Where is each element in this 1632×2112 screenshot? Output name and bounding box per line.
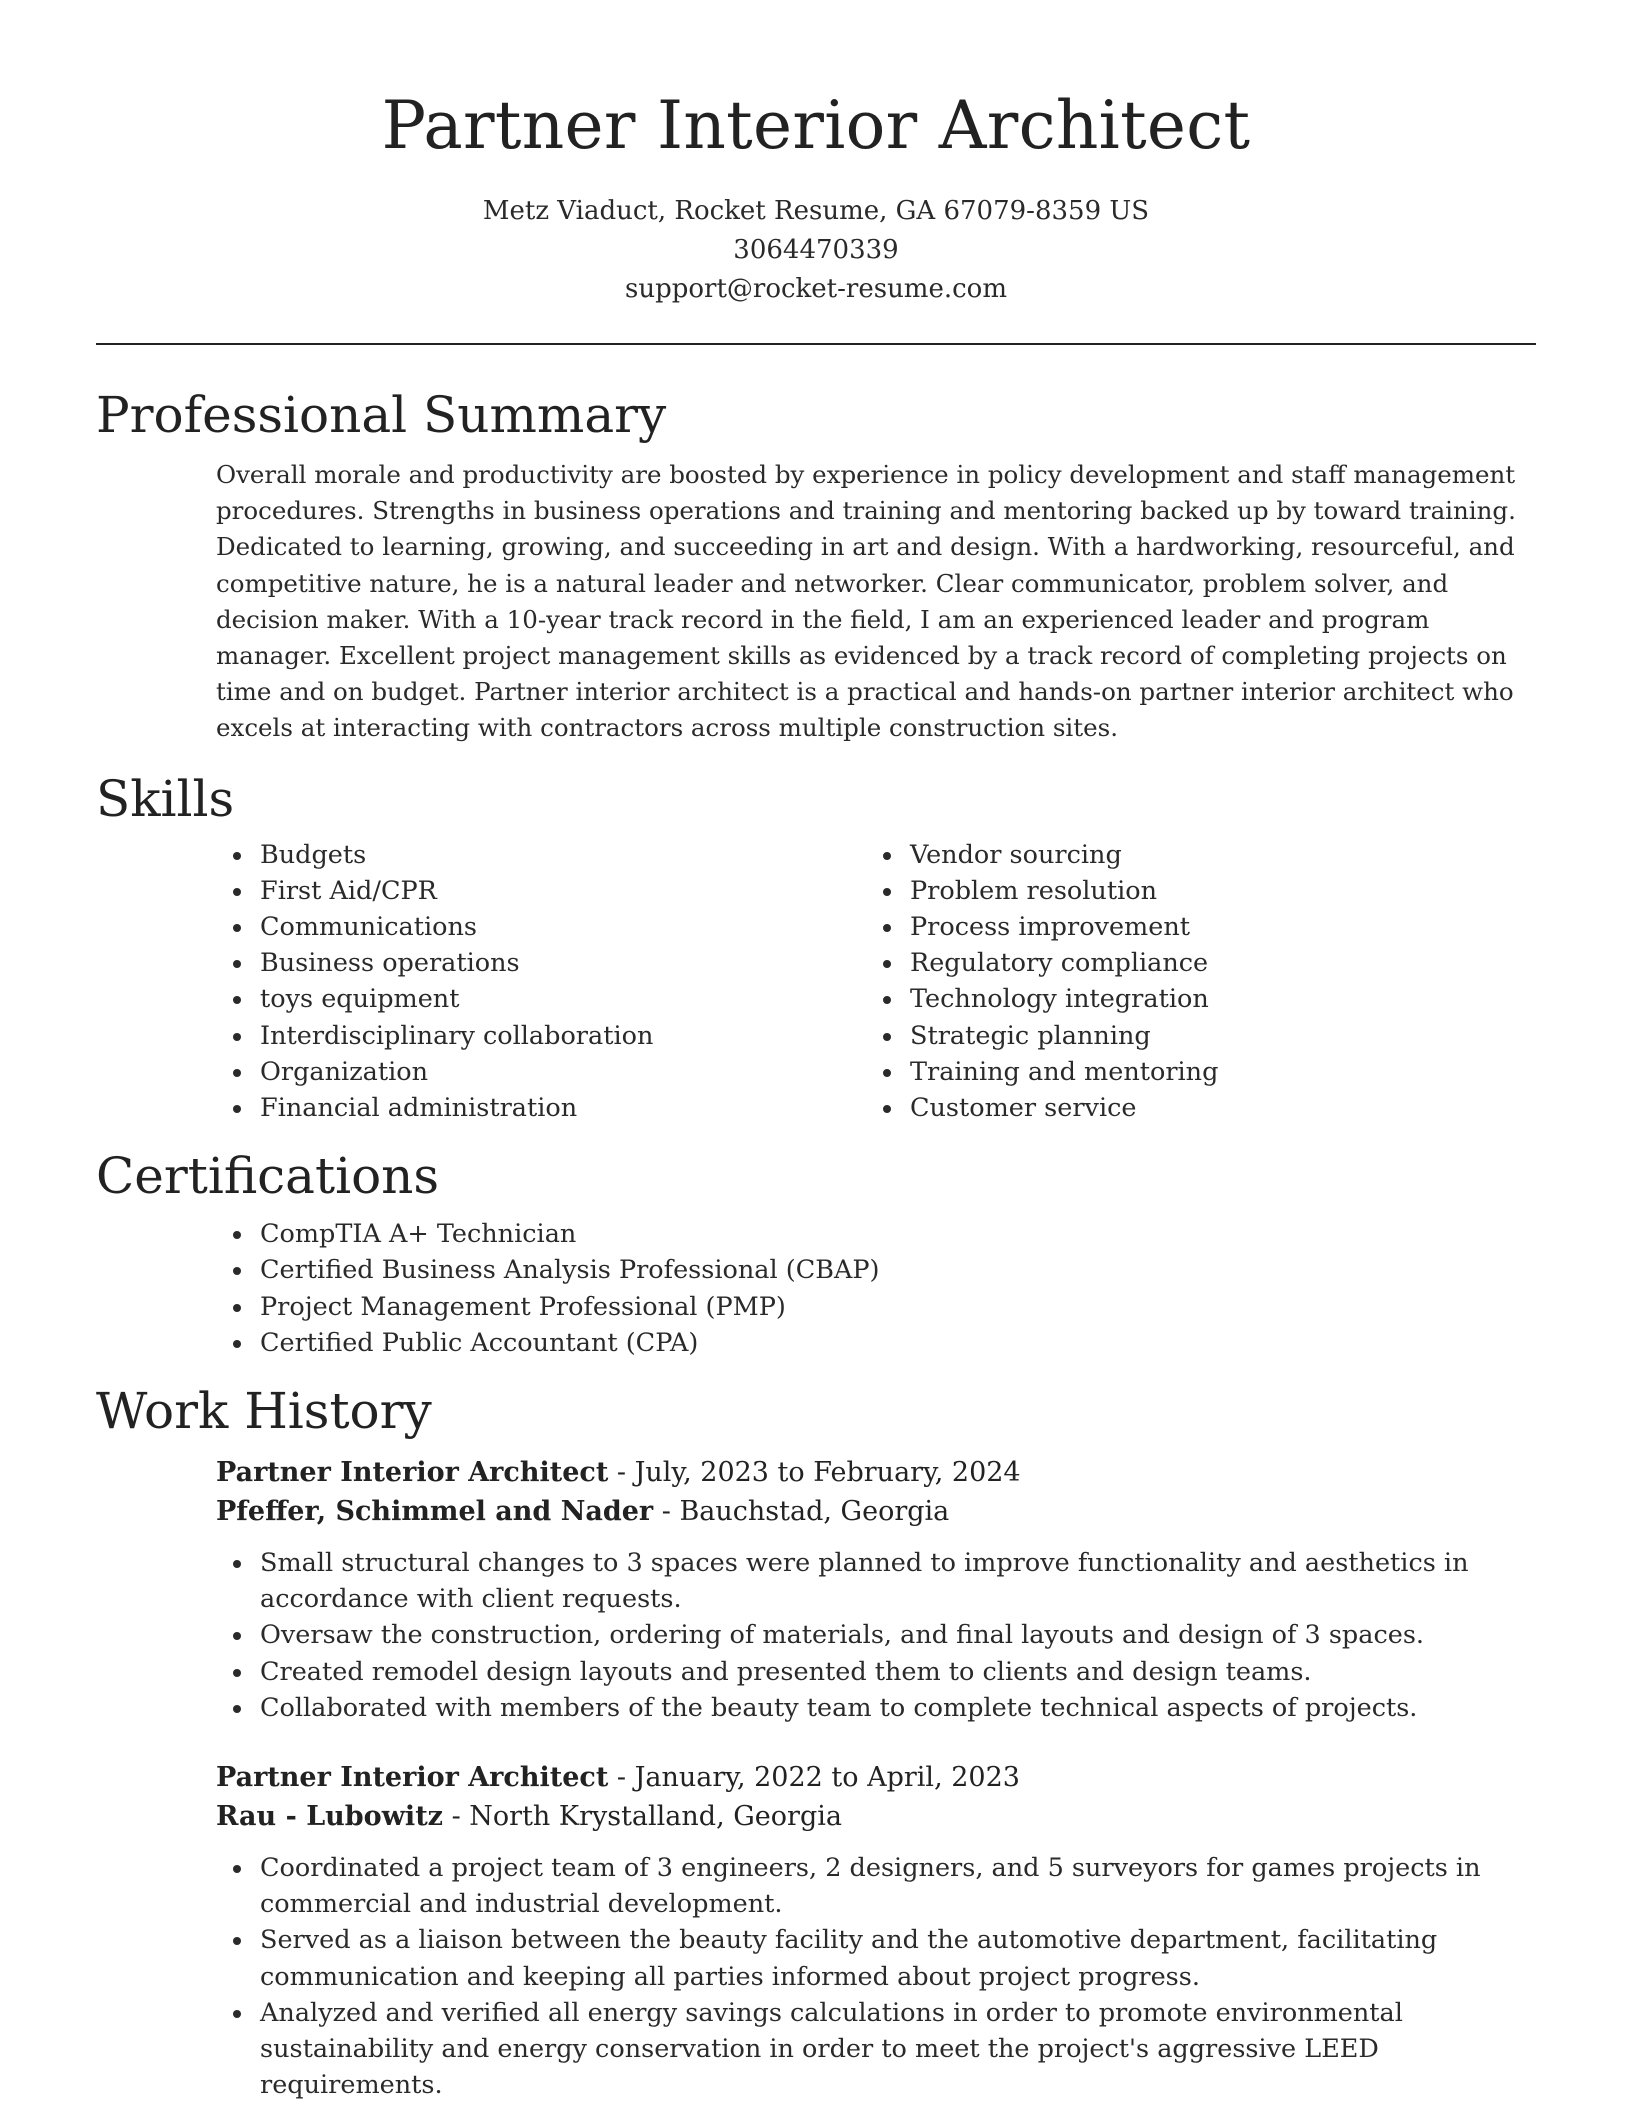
skill-item: Communications (216, 909, 866, 945)
skill-item: toys equipment (216, 981, 866, 1017)
job-duty-item: Collaborated with members of the beauty team to complete technical aspects of projects. (216, 1690, 1536, 1726)
skill-item: Organization (216, 1054, 866, 1090)
skill-item: Problem resolution (866, 873, 1516, 909)
job-title: Partner Interior Architect (216, 1762, 609, 1794)
skills-heading: Skills (96, 769, 235, 828)
summary-heading: Professional Summary (96, 386, 667, 444)
job-title: Partner Interior Architect (216, 1457, 609, 1489)
job-entry (216, 1453, 1536, 1726)
job-duty-item: Small structural changes to 3 spaces were planned to improve functionality and aesthetics in accordance with client requests. (216, 1545, 1536, 1617)
job-company-line (216, 1797, 1536, 1836)
job-dates: - January, 2022 to April, 2023 (608, 1762, 1020, 1794)
certifications-list (216, 1216, 1536, 1361)
job-entry (216, 1758, 1536, 2103)
summary-text: Overall morale and productivity are boosted by experience in policy development and staff management procedures. Strengths in business operations and training and mentoring backed up by toward training. Dedicated to learning, growing, and succeeding in art and design. With a hardworking, resourceful, and competitive nature, he is a natural leader and networker. Clear communicator, problem solver, and decision maker. With a 10-year track record in the field, I am an experienced leader and program manager. Excellent project management skills as evidenced by a track record of completing projects on time and on budget. Partner interior architect is a practical and hands-on partner interior architect who excels at interacting with contractors across multiple construction sites. (216, 460, 1516, 743)
job-location: - North Krystalland, Georgia (443, 1801, 842, 1833)
skill-item: Interdisciplinary collaboration (216, 1018, 866, 1054)
job-company: Rau - Lubowitz (216, 1801, 443, 1833)
header-divider (96, 343, 1536, 345)
skill-item: Training and mentoring (866, 1054, 1516, 1090)
work-history-heading: Work History (96, 1382, 432, 1441)
skill-item: Customer service (866, 1090, 1516, 1126)
job-title-line (216, 1758, 1536, 1797)
job-duty-item: Served as a liaison between the beauty facility and the automotive department, facilitating communication and keeping all parties informed about project progress. (216, 1922, 1536, 1994)
job-company-line (216, 1492, 1536, 1531)
certification-item: CompTIA A+ Technician (216, 1216, 1536, 1252)
job-duty-item: Created remodel design layouts and presented them to clients and design teams. (216, 1654, 1536, 1690)
certification-item: Certified Business Analysis Professional (CBAP) (216, 1252, 1536, 1288)
job-location: - Bauchstad, Georgia (653, 1496, 950, 1528)
job-duties (216, 1850, 1536, 2103)
address: Metz Viaduct, Rocket Resume, GA 67079-8359 US (482, 196, 1150, 226)
job-company: Pfeffer, Schimmel and Nader (216, 1496, 654, 1528)
skill-item: Technology integration (866, 981, 1516, 1017)
skill-item: Process improvement (866, 909, 1516, 945)
skill-item: Financial administration (216, 1090, 866, 1126)
email: support@rocket-resume.com (624, 274, 1007, 304)
job-duty-item: Oversaw the construction, ordering of materials, and final layouts and design of 3 spaces. (216, 1617, 1536, 1653)
job-duties (216, 1545, 1536, 1726)
skill-item: Vendor sourcing (866, 837, 1516, 873)
skills-right-column (866, 837, 1516, 1127)
candidate-name: Partner Interior Architect (381, 87, 1251, 164)
contact-block (96, 192, 1536, 309)
skill-item: First Aid/CPR (216, 873, 866, 909)
certifications-heading: Certifications (96, 1147, 440, 1206)
resume-header (96, 0, 1536, 309)
job-duty-item: Analyzed and verified all energy savings calculations in order to promote environmental sustainability and energy conservation in order to meet the project's aggressive LEED requirements. (216, 1995, 1536, 2104)
skill-item: Regulatory compliance (866, 945, 1516, 981)
certification-item: Certified Public Accountant (CPA) (216, 1325, 1536, 1361)
certification-item: Project Management Professional (PMP) (216, 1289, 1536, 1325)
skills-grid (216, 837, 1536, 1127)
job-duty-item: Coordinated a project team of 3 engineers, 2 designers, and 5 surveyors for games projects in commercial and industrial development. (216, 1850, 1536, 1922)
skill-item: Business operations (216, 945, 866, 981)
phone: 3064470339 (733, 235, 899, 265)
skill-item: Strategic planning (866, 1018, 1516, 1054)
job-title-line (216, 1453, 1536, 1492)
job-dates: - July, 2023 to February, 2024 (608, 1457, 1021, 1489)
skills-left-column (216, 837, 866, 1127)
skill-item: Budgets (216, 837, 866, 873)
resume-page (96, 0, 1536, 2104)
